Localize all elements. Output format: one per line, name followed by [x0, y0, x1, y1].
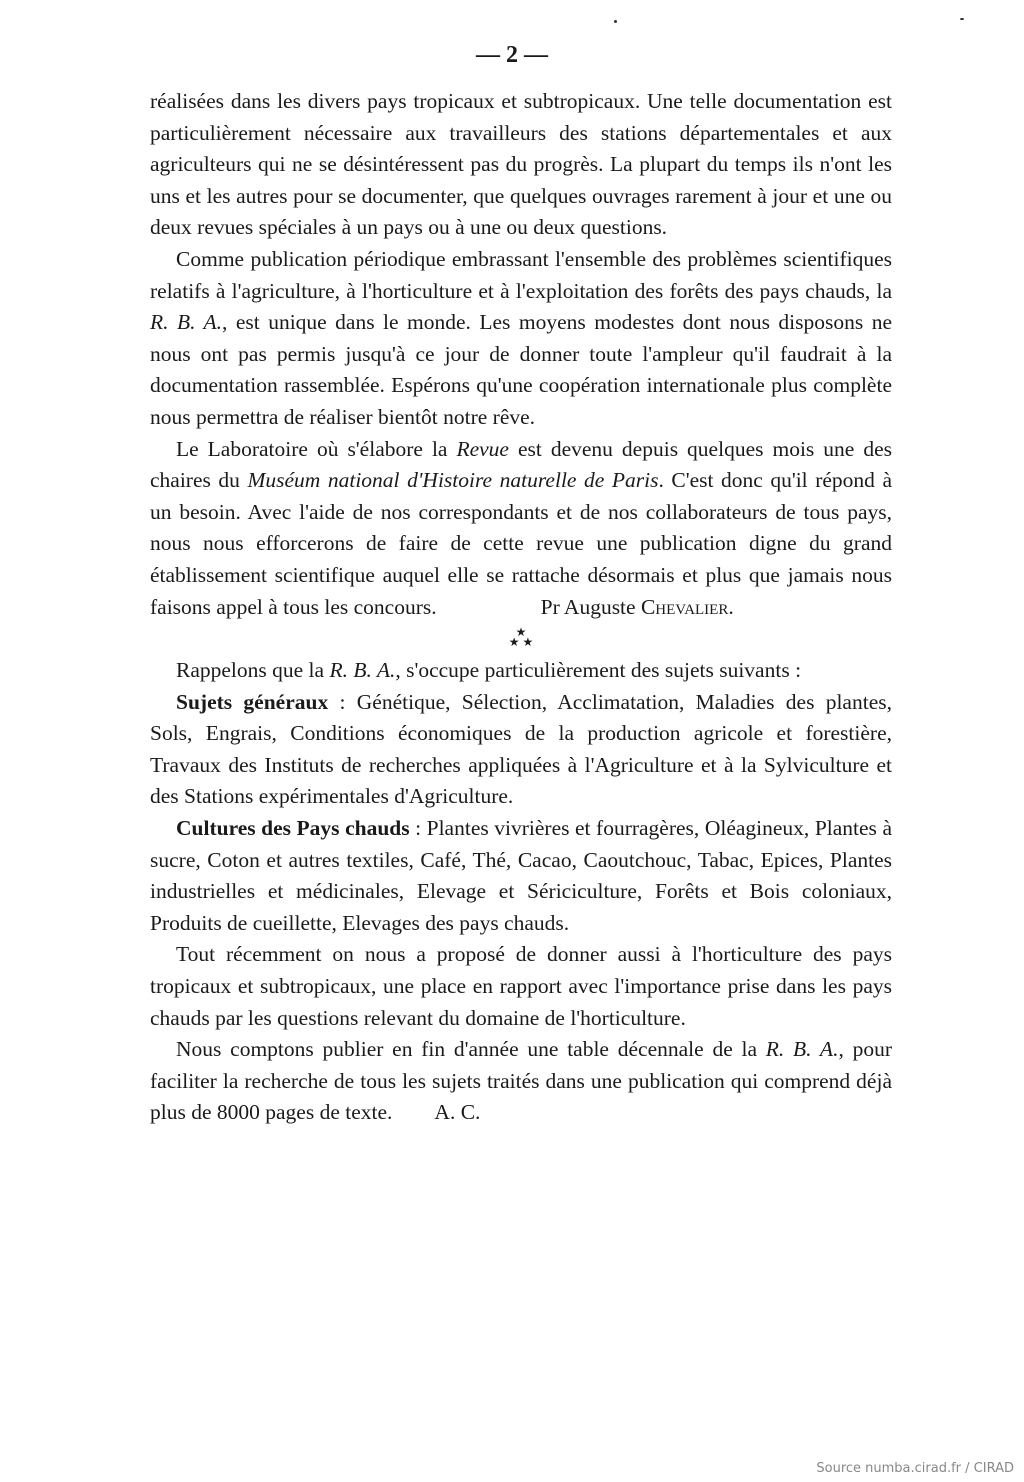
source-credit: Source numba.cirad.fr / CIRAD — [816, 1461, 1014, 1476]
asterism-separator: ★ ★ ★ — [508, 625, 534, 650]
paragraph-horticulture: Tout récemment on nous a proposé de donner aussi à l'horticulture des pays tropicaux et subtropicaux, une place en rapport avec l'importance prise dans les pays chauds par les questions relevant du domaine de l'horticulture. — [150, 942, 892, 1030]
revue-title: Revue — [456, 436, 509, 461]
scan-speck — [960, 18, 964, 20]
museum-name: Muséum national d'Histoire naturelle de Paris — [247, 468, 659, 493]
paragraph-laboratoire: Le Laboratoire où s'élabore la Revue est devenu depuis quelques mois une des chaires du Muséum national d'Histoire naturelle de Paris. C'est donc qu'il répond à un besoin. Avec l'aide de nos correspondants et de nos collaborateurs de tous pays, nous nous efforcerons de faire de cette revue une publication digne du grand établissement scientifique auquel elle se rattache désormais et plus que jamais nous faisons appel à tous les concours. Pr Auguste Chevalier. — [150, 434, 892, 624]
section-heading: Sujets généraux — [176, 689, 329, 714]
paragraph-table-decennale: Nous comptons publier en fin d'année une table décennale de la R. B. A., pour faciliter la recherche de tous les sujets traités dans une publication qui comprend déjà plus de 8000 pages de texte. A. C. — [150, 1034, 892, 1129]
scan-speck — [614, 20, 617, 23]
rba-abbrev: R. B. A. — [765, 1037, 839, 1062]
paragraph-sujets-generaux: Sujets généraux : Génétique, Sélection, Acclimatation, Maladies des plantes, Sols, Engrais, Conditions économiques de la production agricole et forestière, Travaux des Instituts de recherches appliquées à l'Agriculture et à la Sylviculture et des Stations expérimentales d'Agriculture. — [150, 689, 892, 809]
section-heading: Cultures des Pays chauds — [176, 816, 410, 841]
rba-abbrev: R. B. A. — [329, 658, 396, 683]
paragraph-rappelons: Rappelons que la R. B. A., s'occupe particulièrement des sujets suivants : — [176, 658, 802, 683]
paragraph-cultures: Cultures des Pays chauds : Plantes vivrières et fourragères, Oléagineux, Plantes à sucre, Coton et autres textiles, Café, Thé, Cacao, Caoutchouc, Tabac, Epices, Plantes industrielles et médicinales, Elevage et Sériciculture, Forêts et Bois coloniaux, Produits de cueillette, Elevages des pays chauds. — [150, 816, 892, 935]
page-number: — 2 — — [476, 42, 548, 68]
paragraph-continuation: réalisées dans les divers pays tropicaux et subtropicaux. Une telle documentation est particulièrement nécessaire aux travailleurs des stations départementales et aux agriculteurs qui ne se désintéressent pas du progrès. La plupart du temps ils n'ont les uns et les autres pour se documenter, que quelques ouvrages rarement à jour et une ou deux revues spéciales à un pays ou à une ou deux questions. — [150, 89, 892, 240]
signature: Pr Auguste Chevalier. — [540, 594, 734, 619]
rba-abbrev: R. B. A. — [150, 310, 223, 335]
initials-signature: A. C. — [434, 1100, 481, 1125]
paragraph-publication: Comme publication périodique embrassant l'ensemble des problèmes scientifiques relatifs à l'agriculture, à l'horticulture et à l'exploitation des forêts des pays chauds, la R. B. A., est unique dans le monde. Les moyens modestes dont nous disposons ne nous ont pas permis jusqu'à ce jour de donner toute l'ampleur qu'il faudrait à la documentation rassemblée. Espérons qu'une coopération internationale plus complète nous permettra de réaliser bientôt notre rêve. — [150, 246, 892, 429]
article-body — [150, 86, 892, 1129]
